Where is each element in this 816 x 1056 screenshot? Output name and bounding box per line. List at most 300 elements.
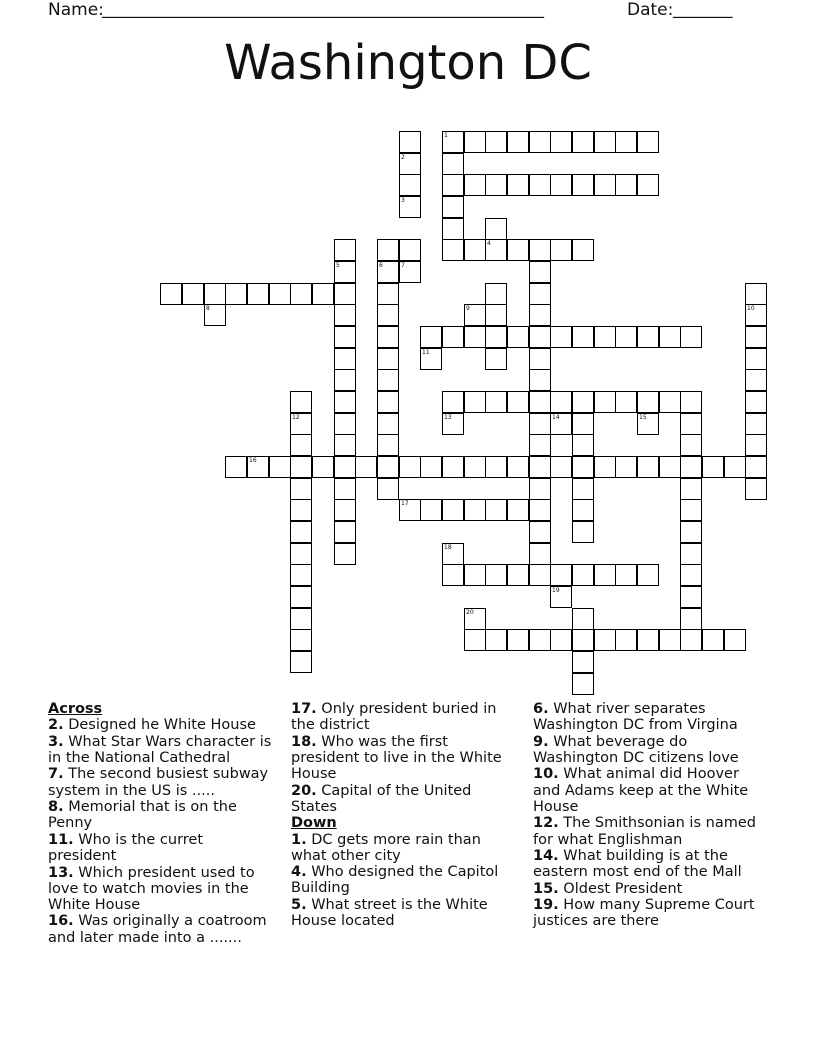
crossword-cell[interactable] [550, 586, 572, 608]
clue-item-text: What building is at the eastern most end of the Mall [533, 848, 742, 881]
crossword-cell[interactable] [485, 564, 507, 586]
crossword-cell[interactable] [290, 543, 312, 565]
crossword-cell[interactable] [637, 564, 659, 586]
crossword-cell[interactable] [464, 608, 486, 630]
clue-item-text: What beverage do Washington DC citizens love [533, 733, 739, 766]
crossword-cell[interactable] [225, 456, 247, 478]
clue-item-number: 20. [291, 782, 317, 799]
crossword-cell[interactable] [269, 456, 291, 478]
crossword-cell[interactable] [572, 651, 594, 673]
clue-number: 20 [466, 609, 474, 616]
crossword-cell[interactable] [485, 391, 507, 413]
crossword-cell[interactable] [399, 196, 421, 218]
crossword-cell[interactable] [334, 478, 356, 500]
crossword-cell[interactable] [464, 239, 486, 261]
clue-item-text: What Star Wars character is in the National Cathedral [48, 733, 272, 766]
crossword-cell[interactable] [550, 239, 572, 261]
crossword-cell[interactable] [594, 629, 616, 651]
crossword-cell[interactable] [334, 521, 356, 543]
crossword-cell[interactable] [290, 521, 312, 543]
clue-item-number: 3. [48, 733, 64, 750]
clue-number: 7 [401, 262, 405, 269]
crossword-cell[interactable] [529, 239, 551, 261]
crossword-cell[interactable] [550, 413, 572, 435]
crossword-cell[interactable] [399, 153, 421, 175]
crossword-cell[interactable] [334, 456, 356, 478]
crossword-cell[interactable] [442, 543, 464, 565]
crossword-cell[interactable] [529, 283, 551, 305]
crossword-cell[interactable] [550, 131, 572, 153]
crossword-cell[interactable] [572, 521, 594, 543]
crossword-cell[interactable] [529, 174, 551, 196]
crossword-cell[interactable] [334, 283, 356, 305]
clue-item [291, 864, 516, 896]
crossword-cell[interactable] [290, 651, 312, 673]
clue-item [533, 734, 763, 766]
crossword-cell[interactable] [442, 218, 464, 240]
crossword-cell[interactable] [334, 261, 356, 283]
crossword-cell[interactable] [485, 239, 507, 261]
crossword-cell[interactable] [745, 326, 767, 348]
crossword-cell[interactable] [529, 564, 551, 586]
crossword-cell[interactable] [507, 499, 529, 521]
crossword-cell[interactable] [680, 586, 702, 608]
clue-item-text: The Smithsonian is named for what Englishman [533, 815, 756, 848]
crossword-cell[interactable] [594, 564, 616, 586]
clue-item-text: Only president buried in the district [291, 701, 497, 734]
clue-number: 4 [487, 240, 491, 247]
crossword-cell[interactable] [615, 629, 637, 651]
crossword-cell[interactable] [745, 348, 767, 370]
clue-item [48, 799, 273, 831]
crossword-cell[interactable] [442, 131, 464, 153]
crossword-cell[interactable] [442, 153, 464, 175]
crossword-cell[interactable] [550, 326, 572, 348]
crossword-cell[interactable] [659, 456, 681, 478]
crossword-cell[interactable] [507, 131, 529, 153]
clue-item-text: What street is the White House located [291, 896, 488, 930]
crossword-cell[interactable] [485, 326, 507, 348]
crossword-cell[interactable] [529, 369, 551, 391]
clue-item-text: Who designed the Capitol Building [291, 864, 499, 897]
date-label: Date: [627, 0, 674, 20]
clue-item [533, 848, 763, 880]
crossword-cell[interactable] [659, 391, 681, 413]
clue-item-number: 7. [48, 766, 64, 783]
down-clue-list-continued [533, 701, 763, 930]
crossword-cell[interactable] [290, 283, 312, 305]
crossword-cell[interactable] [637, 131, 659, 153]
crossword-cell[interactable] [464, 456, 486, 478]
clues-column-1 [48, 701, 273, 946]
crossword-cell[interactable] [637, 629, 659, 651]
crossword-cell[interactable] [442, 456, 464, 478]
crossword-cell[interactable] [659, 326, 681, 348]
crossword-cell[interactable] [334, 304, 356, 326]
crossword-cell[interactable] [334, 326, 356, 348]
crossword-cell[interactable] [485, 499, 507, 521]
crossword-cell[interactable] [637, 326, 659, 348]
crossword-cell[interactable] [745, 413, 767, 435]
clue-item-number: 8. [48, 799, 64, 816]
crossword-cell[interactable] [442, 413, 464, 435]
crossword-cell[interactable] [572, 391, 594, 413]
crossword-cell[interactable] [572, 478, 594, 500]
clue-item-text: Capital of the United States [291, 782, 472, 815]
clue-item-text: What animal did Hoover and Adams keep at the White House [533, 766, 749, 815]
crossword-cell[interactable] [507, 239, 529, 261]
crossword-cell[interactable] [745, 391, 767, 413]
crossword-cell[interactable] [334, 434, 356, 456]
crossword-cell[interactable] [442, 391, 464, 413]
clue-item-number: 12. [533, 815, 559, 832]
crossword-cell[interactable] [615, 131, 637, 153]
crossword-cell[interactable] [247, 283, 269, 305]
crossword-cell[interactable] [615, 456, 637, 478]
crossword-cell[interactable] [485, 131, 507, 153]
crossword-cell[interactable] [420, 326, 442, 348]
crossword-cell[interactable] [529, 413, 551, 435]
crossword-cell[interactable] [550, 391, 572, 413]
crossword-cell[interactable] [615, 174, 637, 196]
crossword-cell[interactable] [399, 174, 421, 196]
crossword-cell[interactable] [572, 499, 594, 521]
crossword-cell[interactable] [464, 174, 486, 196]
clue-item [291, 897, 516, 929]
clue-item-text: What river separates Washington DC from Virgina [533, 701, 738, 734]
crossword-cell[interactable] [290, 391, 312, 413]
clue-item [48, 766, 273, 798]
crossword-cell[interactable] [745, 283, 767, 305]
crossword-cell[interactable] [290, 608, 312, 630]
crossword-cell[interactable] [290, 434, 312, 456]
crossword-cell[interactable] [377, 261, 399, 283]
clue-item-number: 9. [533, 733, 549, 750]
crossword-cell[interactable] [420, 348, 442, 370]
crossword-cell[interactable] [377, 434, 399, 456]
crossword-cell[interactable] [745, 304, 767, 326]
clue-item-text: Was originally a coatroom and later made into a ....... [48, 913, 267, 946]
crossword-cell[interactable] [377, 478, 399, 500]
crossword-cell[interactable] [529, 499, 551, 521]
across-heading: Across [48, 701, 103, 717]
crossword-cell[interactable] [464, 326, 486, 348]
clue-item-number: 5. [291, 896, 307, 913]
crossword-cell[interactable] [529, 434, 551, 456]
crossword-cell[interactable] [377, 369, 399, 391]
crossword-cell[interactable] [637, 413, 659, 435]
clue-item-text: Designed he White House [63, 717, 256, 734]
clue-item-number: 15. [533, 880, 559, 897]
crossword-cell[interactable] [572, 629, 594, 651]
crossword-cell[interactable] [464, 564, 486, 586]
crossword-cell[interactable] [290, 629, 312, 651]
crossword-cell[interactable] [507, 174, 529, 196]
clue-number: 18 [444, 544, 452, 551]
clue-item-number: 16. [48, 913, 74, 930]
crossword-cell[interactable] [204, 283, 226, 305]
crossword-cell[interactable] [312, 283, 334, 305]
clue-item [533, 815, 763, 847]
clue-item-number: 4. [291, 864, 307, 881]
crossword-cell[interactable] [680, 391, 702, 413]
crossword-cell[interactable] [290, 586, 312, 608]
crossword-cell[interactable] [507, 326, 529, 348]
crossword-cell[interactable] [572, 564, 594, 586]
clue-item [533, 701, 763, 733]
name-blank-line: ____________________________________________________ [102, 0, 544, 19]
crossword-cell[interactable] [615, 564, 637, 586]
crossword-cell[interactable] [464, 629, 486, 651]
clue-item-number: 17. [291, 701, 317, 717]
crossword-cell[interactable] [529, 543, 551, 565]
crossword-cell[interactable] [334, 239, 356, 261]
crossword-cell[interactable] [290, 413, 312, 435]
across-clue-list [48, 717, 273, 946]
clue-number: 3 [401, 197, 405, 204]
crossword-cell[interactable] [529, 629, 551, 651]
across-clue-list-continued [291, 701, 516, 815]
crossword-cell[interactable] [334, 348, 356, 370]
crossword-cell[interactable] [290, 456, 312, 478]
crossword-cell[interactable] [680, 543, 702, 565]
crossword-cell[interactable] [377, 239, 399, 261]
crossword-cell[interactable] [529, 348, 551, 370]
crossword-cell[interactable] [572, 174, 594, 196]
crossword-cell[interactable] [550, 456, 572, 478]
crossword-cell[interactable] [594, 326, 616, 348]
crossword-cell[interactable] [312, 456, 334, 478]
crossword-cell[interactable] [507, 564, 529, 586]
crossword-cell[interactable] [572, 673, 594, 695]
crossword-cell[interactable] [290, 499, 312, 521]
clue-item-number: 6. [533, 701, 549, 717]
crossword-cell[interactable] [442, 564, 464, 586]
crossword-cell[interactable] [529, 131, 551, 153]
clue-number: 10 [747, 305, 755, 312]
crossword-cell[interactable] [334, 413, 356, 435]
clue-item [291, 734, 516, 783]
crossword-cell[interactable] [420, 499, 442, 521]
crossword-cell[interactable] [377, 391, 399, 413]
crossword-cell[interactable] [442, 196, 464, 218]
clue-item [48, 734, 273, 766]
clue-item-text: Which president used to love to watch movies in the White House [48, 864, 255, 913]
crossword-cell[interactable] [529, 521, 551, 543]
crossword-cell[interactable] [507, 391, 529, 413]
crossword-cell[interactable] [290, 564, 312, 586]
crossword-cell[interactable] [572, 326, 594, 348]
crossword-cell[interactable] [572, 131, 594, 153]
crossword-cell[interactable] [680, 326, 702, 348]
crossword-cell[interactable] [334, 391, 356, 413]
crossword-cell[interactable] [485, 304, 507, 326]
crossword-cell[interactable] [594, 456, 616, 478]
crossword-cell[interactable] [572, 608, 594, 630]
clue-item [291, 783, 516, 815]
clue-item-number: 1. [291, 831, 307, 848]
crossword-cell[interactable] [485, 456, 507, 478]
name-label: Name: [48, 0, 104, 20]
clue-item-text: The second busiest subway system in the US is ..... [48, 766, 269, 799]
clue-number: 17 [401, 500, 409, 507]
crossword-cell[interactable] [615, 326, 637, 348]
crossword-cell[interactable] [680, 499, 702, 521]
crossword-cell[interactable] [529, 456, 551, 478]
crossword-cell[interactable] [485, 629, 507, 651]
clue-number: 15 [639, 414, 647, 421]
crossword-cell[interactable] [442, 239, 464, 261]
crossword-cell[interactable] [572, 413, 594, 435]
crossword-cell[interactable] [464, 131, 486, 153]
crossword-cell[interactable] [399, 131, 421, 153]
crossword-cell[interactable] [204, 304, 226, 326]
crossword-cell[interactable] [334, 543, 356, 565]
crossword-cell[interactable] [529, 261, 551, 283]
clue-item-number: 18. [291, 733, 317, 750]
crossword-cell[interactable] [724, 456, 746, 478]
crossword-cell[interactable] [680, 478, 702, 500]
clue-item-number: 19. [533, 897, 559, 914]
crossword-cell[interactable] [572, 456, 594, 478]
clue-number: 14 [552, 414, 560, 421]
crossword-cell[interactable] [680, 521, 702, 543]
crossword-cell[interactable] [702, 629, 724, 651]
clue-item-text: Memorial that is on the Penny [48, 799, 237, 832]
crossword-cell[interactable] [442, 326, 464, 348]
crossword-cell[interactable] [680, 413, 702, 435]
crossword-cell[interactable] [485, 218, 507, 240]
clue-item [291, 701, 516, 733]
crossword-cell[interactable] [377, 304, 399, 326]
down-clue-list [291, 832, 516, 930]
clues-column-3 [533, 701, 763, 930]
clue-item-number: 11. [48, 831, 74, 848]
crossword-cell[interactable] [659, 629, 681, 651]
crossword-cell[interactable] [485, 283, 507, 305]
crossword-cell[interactable] [637, 456, 659, 478]
crossword-cell[interactable] [594, 391, 616, 413]
crossword-cell[interactable] [550, 174, 572, 196]
clue-item [48, 717, 273, 733]
crossword-cell[interactable] [529, 326, 551, 348]
crossword-cell[interactable] [507, 456, 529, 478]
clue-item-number: 2. [48, 717, 64, 734]
crossword-cell[interactable] [680, 564, 702, 586]
crossword-cell[interactable] [594, 131, 616, 153]
clue-item-number: 13. [48, 864, 74, 881]
clue-item [533, 897, 763, 929]
page-title: Washington DC [224, 35, 592, 91]
crossword-cell[interactable] [572, 239, 594, 261]
crossword-cell[interactable] [355, 456, 377, 478]
crossword-cell[interactable] [225, 283, 247, 305]
crossword-cell[interactable] [269, 283, 291, 305]
crossword-cell[interactable] [594, 174, 616, 196]
crossword-cell[interactable] [680, 608, 702, 630]
crossword-cell[interactable] [702, 456, 724, 478]
crossword-cell[interactable] [550, 564, 572, 586]
crossword-cell[interactable] [377, 456, 399, 478]
clue-number: 8 [206, 305, 210, 312]
clue-number: 12 [292, 414, 300, 421]
crossword-cell[interactable] [290, 478, 312, 500]
crossword-cell[interactable] [464, 391, 486, 413]
crossword-cell[interactable] [637, 391, 659, 413]
clue-item-number: 14. [533, 848, 559, 865]
crossword-cell[interactable] [680, 434, 702, 456]
crossword-cell[interactable] [464, 304, 486, 326]
crossword-cell[interactable] [615, 391, 637, 413]
crossword-cell[interactable] [420, 456, 442, 478]
crossword-cell[interactable] [399, 499, 421, 521]
crossword-cell[interactable] [550, 629, 572, 651]
crossword-cell[interactable] [399, 261, 421, 283]
crossword-cell[interactable] [247, 456, 269, 478]
crossword-cell[interactable] [442, 174, 464, 196]
crossword-cell[interactable] [160, 283, 182, 305]
crossword-cell[interactable] [680, 629, 702, 651]
crossword-cell[interactable] [745, 456, 767, 478]
crossword-cell[interactable] [377, 348, 399, 370]
crossword-cell[interactable] [724, 629, 746, 651]
crossword-cell[interactable] [680, 456, 702, 478]
clue-number: 6 [379, 262, 383, 269]
crossword-cell[interactable] [485, 174, 507, 196]
clue-item [48, 913, 273, 945]
crossword-cell[interactable] [572, 434, 594, 456]
clue-number: 16 [249, 457, 257, 464]
clue-item-text: DC gets more rain than what other city [291, 831, 481, 864]
clue-item-text: Oldest President [558, 880, 683, 897]
crossword-cell[interactable] [464, 499, 486, 521]
date-blank-line: _______ [673, 0, 733, 19]
crossword-cell[interactable] [745, 478, 767, 500]
crossword-cell[interactable] [507, 629, 529, 651]
clue-number: 9 [466, 305, 470, 312]
clue-item [48, 832, 273, 864]
crossword-cell[interactable] [637, 174, 659, 196]
clue-number: 1 [444, 132, 448, 139]
crossword-cell[interactable] [377, 326, 399, 348]
down-heading: Down [291, 815, 337, 832]
crossword-cell[interactable] [334, 499, 356, 521]
crossword-cell[interactable] [745, 434, 767, 456]
clue-number: 19 [552, 587, 560, 594]
crossword-cell[interactable] [377, 413, 399, 435]
crossword-cell[interactable] [529, 391, 551, 413]
clue-number: 13 [444, 414, 452, 421]
clue-number: 2 [401, 154, 405, 161]
crossword-cell[interactable] [399, 456, 421, 478]
clue-item [291, 832, 516, 864]
crossword-cell[interactable] [334, 369, 356, 391]
crossword-cell[interactable] [442, 499, 464, 521]
crossword-cell[interactable] [529, 304, 551, 326]
crossword-cell[interactable] [529, 478, 551, 500]
crossword-cell[interactable] [399, 239, 421, 261]
crossword-cell[interactable] [485, 348, 507, 370]
clues-column-2 [291, 701, 516, 930]
crossword-cell[interactable] [745, 369, 767, 391]
clue-item-text: Who is the curret president [48, 831, 204, 865]
clue-item-number: 10. [533, 766, 559, 783]
clue-item [533, 766, 763, 815]
clue-number: 5 [336, 262, 340, 269]
clue-item-text: How many Supreme Court justices are there [533, 897, 755, 930]
crossword-cell[interactable] [377, 283, 399, 305]
crossword-cell[interactable] [182, 283, 204, 305]
